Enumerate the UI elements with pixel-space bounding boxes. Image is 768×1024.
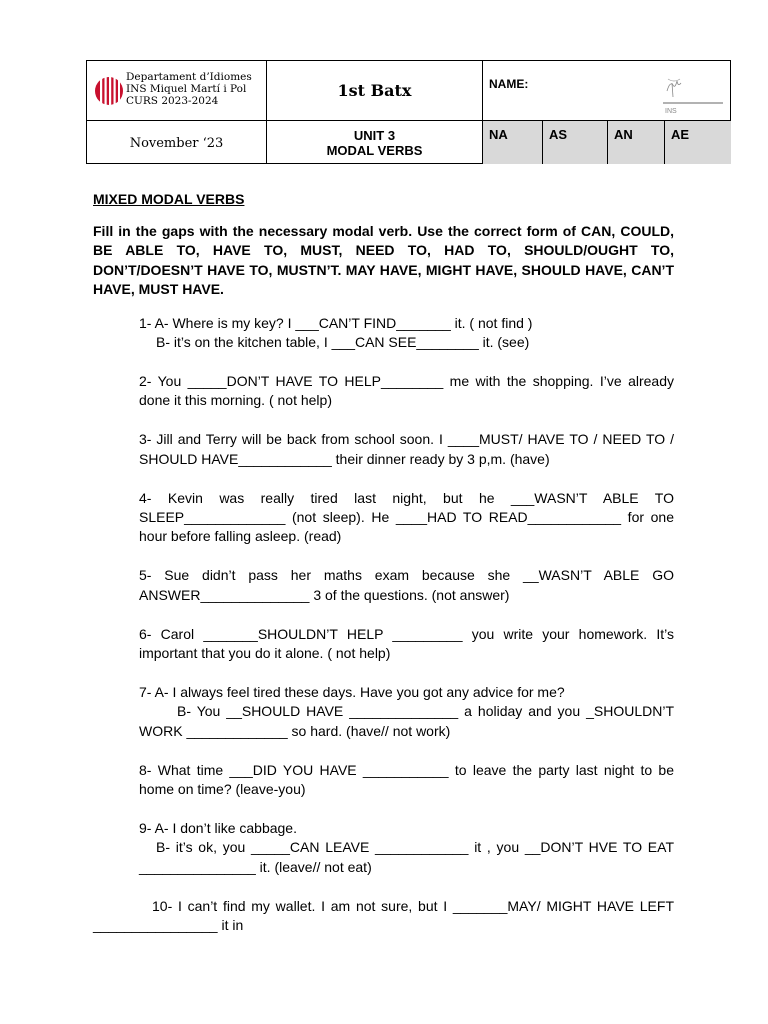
- exercise-5: 5- Sue didn’t pass her maths exam because she __WASN’T ABLE GO ANSWER______________ 3 of the questions. (not answer): [139, 567, 674, 603]
- instructions: Fill in the gaps with the necessary modal verb. Use the correct form of CAN, COULD, BE ABLE TO, HAVE TO, MUST, NEED TO, HAD TO, SHOULD/OUGHT TO, DON’T/DOESN’T HAVE TO, MUSTN’T. MAY HAVE, MIGHT HAVE, SHOULD HAVE, CAN’T HAVE, MUST HAVE.: [93, 223, 674, 298]
- department-name: Departament d’Idiomes: [126, 71, 252, 83]
- grade-level: 1st Batx: [337, 81, 412, 100]
- department-info: [126, 71, 252, 107]
- worksheet-body: [93, 190, 674, 935]
- unit-number: UNIT 3: [353, 128, 396, 143]
- grade-box-na: NA: [483, 121, 542, 164]
- header-table: [86, 60, 731, 164]
- unit-topic: MODAL VERBS: [326, 143, 423, 158]
- signature-mark: [659, 69, 725, 117]
- school-name: INS Miquel Martí i Pol: [126, 83, 247, 95]
- exercise-7: [139, 683, 674, 741]
- exercise-9-b: B- it’s ok, you _____CAN LEAVE ____________ it , you __DON’T HVE TO EAT _______________ it. (leave// not eat): [139, 839, 674, 875]
- course-year: CURS 2023-2024: [126, 95, 219, 107]
- svg-text:INS: INS: [665, 108, 677, 115]
- school-logo-block: [87, 61, 266, 120]
- exercise-1-a: 1- A- Where is my key? I ___CAN’T FIND_______ it. ( not find ): [139, 314, 533, 331]
- exercise-2: 2- You _____DON’T HAVE TO HELP________ me with the shopping. I’ve already done it this morning. ( not help): [139, 372, 674, 409]
- exercise-7-a: 7- A- I always feel tired these days. Have you got any advice for me?: [139, 683, 565, 700]
- school-logo-icon: [94, 74, 124, 108]
- exercise-7-b: B- You __SHOULD HAVE ______________ a holiday and you _SHOULDN’T WORK _____________ so hard. (have// not work): [139, 703, 674, 739]
- exercise-9-a: 9- A- I don’t like cabbage.: [139, 819, 297, 836]
- exercise-3: 3- Jill and Terry will be back from school soon. I ____MUST/ HAVE TO / NEED TO / SHOULD HAVE____________ their dinner ready by 3 p,m. (have): [139, 431, 674, 467]
- date: November ‘23: [129, 135, 224, 151]
- grade-box-ae: AE: [665, 121, 731, 164]
- exercise-9: [139, 819, 674, 877]
- exercise-6: 6- Carol _______SHOULDN’T HELP _________ you write your homework. It’s important that you do it alone. ( not help): [139, 625, 674, 661]
- exercise-1-b: B- it’s on the kitchen table, I ___CAN SEE________ it. (see): [156, 334, 530, 351]
- exercise-10: 10- I can’t find my wallet. I am not sure, but I _______MAY/ MIGHT HAVE LEFT ________________ it in: [93, 897, 674, 934]
- section-title: MIXED MODAL VERBS: [93, 191, 245, 207]
- exercise-4: 4- Kevin was really tired last night, but he ___WASN’T ABLE TO SLEEP_____________ (not sleep). He ____HAD TO READ____________ for one hour before falling asleep. (read): [139, 489, 674, 545]
- grade-box-an: AN: [608, 121, 664, 164]
- unit-title: [267, 121, 482, 165]
- grade-box-as: AS: [543, 121, 607, 164]
- name-label: NAME:: [489, 77, 529, 91]
- exercise-8: 8- What time ___DID YOU HAVE ___________ to leave the party last night to be home on time? (leave-you): [139, 761, 674, 798]
- exercise-1: [139, 314, 674, 353]
